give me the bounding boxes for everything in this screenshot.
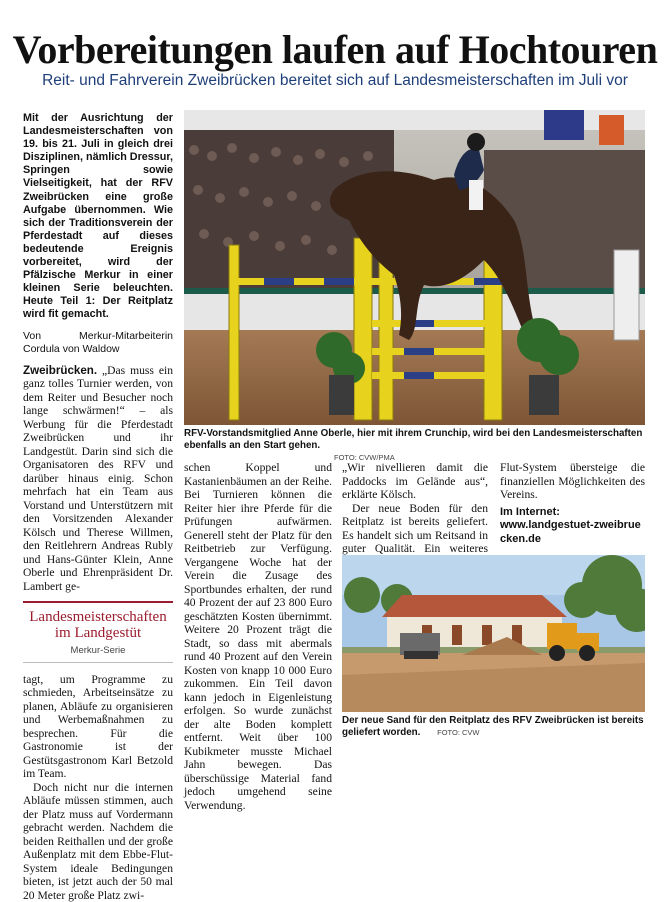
series-subtitle: Merkur-Serie [23, 644, 173, 658]
photo1-credit: FOTO: CVW/PMA [334, 453, 395, 462]
lead-paragraph: Mit der Ausrichtung der Landesmeisterschaften von 19. bis 21. Juli in gleich drei Disziplinen, nämlich Dressur, Springen sowie Vielseitigkeit, hat der RFV Zweibrücken eine große Aufgabe übernommen. Wie sich der Traditionsverein der Pferdestadt auf dieses bedeutende Ereignis vorbereitet, wird der Pfälzische Merkur in einer kleinen Serie beleuchten. Heute Teil 1: Der Reitplatz wird fit gemacht. [23, 112, 173, 322]
column-2 [184, 461, 332, 812]
series-title: Landesmeisterschaften im Landgestüt [23, 609, 173, 641]
body-paragraph-7: Flut-System übersteige die finanziellen Möglichkeiten des Vereins. [500, 461, 645, 502]
body-paragraph-4: schen Koppel und Kastanienbäumen an der Reihe. Bei Turnieren können die Reiter hier ihre Pferde für die Prüfungen aufwärmen. Generell steht der Platz für den Reitbetrieb zur Verfügung. Vergangene Woche hat der Verein die Zusage des Sportbundes erhalten, der rund 40 Prozent der auf 23 800 Euro geschätzten Kosten übernimmt. Weitere 20 Prozent trägt die Stadt, so dass mit abermals rund 40 Prozent auf den Verein Kosten von knapp 10 000 Euro zukommen. Ein Teil davon kann jedoch in Eigenleistung erfolgen. So wurde zunächst der alte Boden komplett entfernt. Weit über 100 Kubikmeter musste Michael Jahn bewegen. Das überschüssige Material fand jedoch umgehend seine Verwendung. [184, 461, 332, 812]
web-heading: Im Internet: [500, 506, 645, 520]
subheadline: Reit- und Fahrverein Zweibrücken bereitet sich auf Landesmeisterschaften im Juli vor [0, 72, 670, 90]
web-url[interactable]: www.landgestuet-zweibruecken.de [500, 519, 645, 546]
body-paragraph-5: „Wir nivellieren damit die Paddocks im Gelände aus“, erklärte Kölsch. [342, 461, 488, 502]
author-line: Von Merkur-Mitarbeiterin Cordula von Waldow [23, 330, 173, 356]
series-box [23, 601, 173, 663]
body-paragraph-6: Der neue Boden für den Reitplatz ist bereits geliefert. Es handelt sich um Reitsand in guter Qualität. Ein weiteres [342, 502, 488, 570]
body-paragraph-3: Doch nicht nur die internen Abläufe müssen stimmen, auch der Platz muss auf Vordermann gebracht werden. Nachdem die beiden Reithallen und der große Außenplatz mit dem Ebbe-Flut-System ideale Bedingungen bieten, ist jetzt auch der 50 mal 20 Meter große Platz zwi- [23, 781, 173, 902]
headline: Vorbereitungen laufen auf Hochtouren [0, 28, 670, 72]
column-1 [23, 98, 173, 902]
body-paragraph-2: tagt, um Programme zu schmieden, Arbeitseinsätze zu planen, Abläufe zu organisieren und Werbemaßnahmen zu besprechen. Für die Gastronomie ist der Gestütsgastronom Karl Betzold im Team. [23, 673, 173, 781]
body-paragraph-1: Zweibrücken. „Das muss ein ganz tolles Turnier werden, von dem Reiter und Besucher noch lange schwärmen!“ – als Werbung für die Pferdestadt Zweibrücken und ihr Landgestüt. Darin sind sich die Organisatoren des RFV und darüber hinaus einig. Schon mehrfach hat ein Team aus Vorstand und Unterstützern mit den Vorsitzenden Alexander Kölsch und Therese Willmen, den Reitlehrern Andreas Rubly und Hans-Günter Klein, Anne Oberle und Ehrenpräsident Dr. Lambert ge- [23, 364, 173, 594]
photo1-caption: RFV-Vorstandsmitglied Anne Oberle, hier mit ihrem Crunchip, wird bei den Landesmeisterschaften ebenfalls an den Start gehen. FOTO: CVW/PMA [184, 428, 645, 464]
photo2-caption: Der neue Sand für den Reitplatz des RFV Zweibrücken ist bereits geliefert worden. FOTO: CVW [342, 715, 645, 739]
photo2-credit: FOTO: CVW [437, 728, 479, 737]
column-4 [500, 461, 645, 546]
photo-show-jumping [184, 110, 645, 425]
photo-riding-arena [342, 555, 645, 712]
column-3 [342, 461, 488, 569]
dateline: Zweibrücken. [23, 364, 97, 377]
